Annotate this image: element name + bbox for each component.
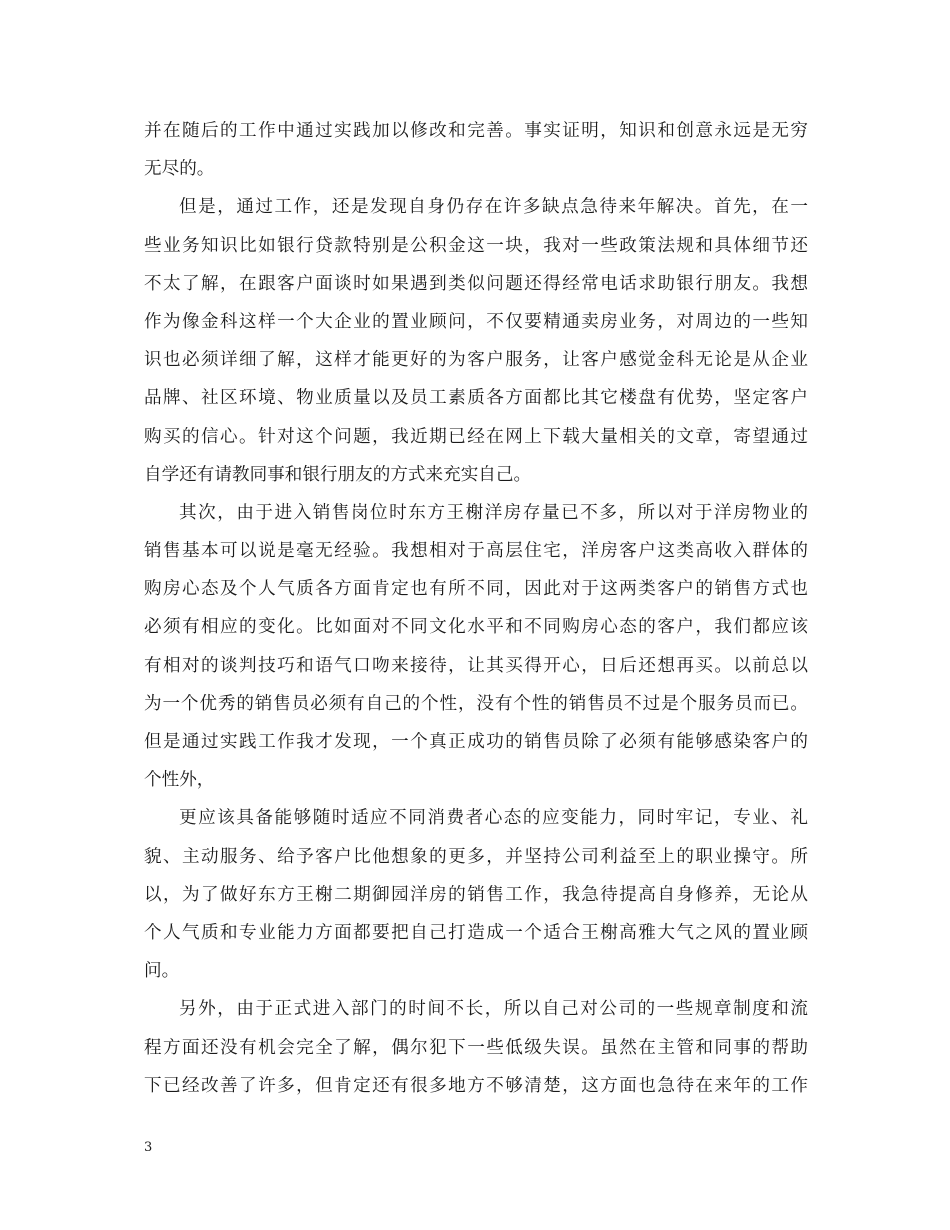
text-line: 个人气质和专业能力方面都要把自己打造成一个适合王榭高雅大气之风的置业顾	[144, 922, 808, 943]
text-line: 但是通过实践工作我才发现，一个真正成功的销售员除了必须有能够感染客户的	[144, 732, 808, 752]
text-line: 以，为了做好东方王榭二期御园洋房的销售工作，我急待提高自身修养，无论从	[144, 884, 808, 905]
text-line: 下已经改善了许多，但肯定还有很多地方不够清楚，这方面也急待在来年的工作	[144, 1075, 808, 1096]
text-line: 为一个优秀的销售员必须有自己的个性，没有个性的销售员不过是个服务员而已。	[144, 693, 808, 714]
text-line: 无尽的。	[144, 159, 215, 180]
text-line: 有相对的谈判技巧和语气口吻来接待，让其买得开心，日后还想再买。以前总以	[144, 655, 808, 676]
text-line: 购买的信心。针对这个问题，我近期已经在网上下载大量相关的文章，寄望通过	[144, 426, 808, 447]
text-line: 购房心态及个人气质各方面肯定也有所不同，因此对于这两类客户的销售方式也	[144, 579, 808, 600]
text-line: 品牌、社区环境、物业质量以及员工素质各方面都比其它楼盘有优势，坚定客户	[144, 388, 808, 409]
text-line: 并在随后的工作中通过实践加以修改和完善。事实证明，知识和创意永远是无穷	[144, 121, 808, 141]
text-line: 更应该具备能够随时适应不同消费者心态的应变能力，同时牢记，专业、礼	[179, 808, 808, 829]
text-line: 作为像金科这样一个大企业的置业顾问，不仅要精通卖房业务，对周边的一些知	[144, 311, 808, 332]
text-line: 貌、主动服务、给予客户比他想象的更多，并坚持公司利益至上的职业操守。所	[144, 846, 808, 867]
text-line: 另外，由于正式进入部门的时间不长，所以自己对公司的一些规章制度和流	[179, 999, 808, 1020]
text-line: 识也必须详细了解，这样才能更好的为客户服务，让客户感觉金科无论是从企业	[144, 350, 808, 371]
text-line: 必须有相应的变化。比如面对不同文化水平和不同购房心态的客户，我们都应该	[144, 617, 808, 638]
text-line: 程方面还没有机会完全了解，偶尔犯下一些低级失误。虽然在主管和同事的帮助	[144, 1037, 808, 1058]
text-line: 个性外，	[144, 770, 215, 791]
text-line: 自学还有请教同事和银行朋友的方式来充实自己。	[144, 464, 532, 485]
page-number: 3	[144, 1140, 153, 1155]
text-line: 其次，由于进入销售岗位时东方王榭洋房存量已不多，所以对于洋房物业的	[179, 502, 808, 523]
text-line: 些业务知识比如银行贷款特别是公积金这一块，我对一些政策法规和具体细节还	[144, 235, 808, 256]
text-line: 销售基本可以说是毫无经验。我想相对于高层住宅，洋房客户这类高收入群体的	[144, 541, 808, 562]
text-line: 不太了解，在跟客户面谈时如果遇到类似问题还得经常电话求助银行朋友。我想	[144, 273, 808, 294]
text-line: 问。	[144, 961, 180, 982]
document-body	[144, 112, 808, 1105]
text-line: 但是，通过工作，还是发现自身仍存在许多缺点急待来年解决。首先，在一	[179, 197, 808, 218]
